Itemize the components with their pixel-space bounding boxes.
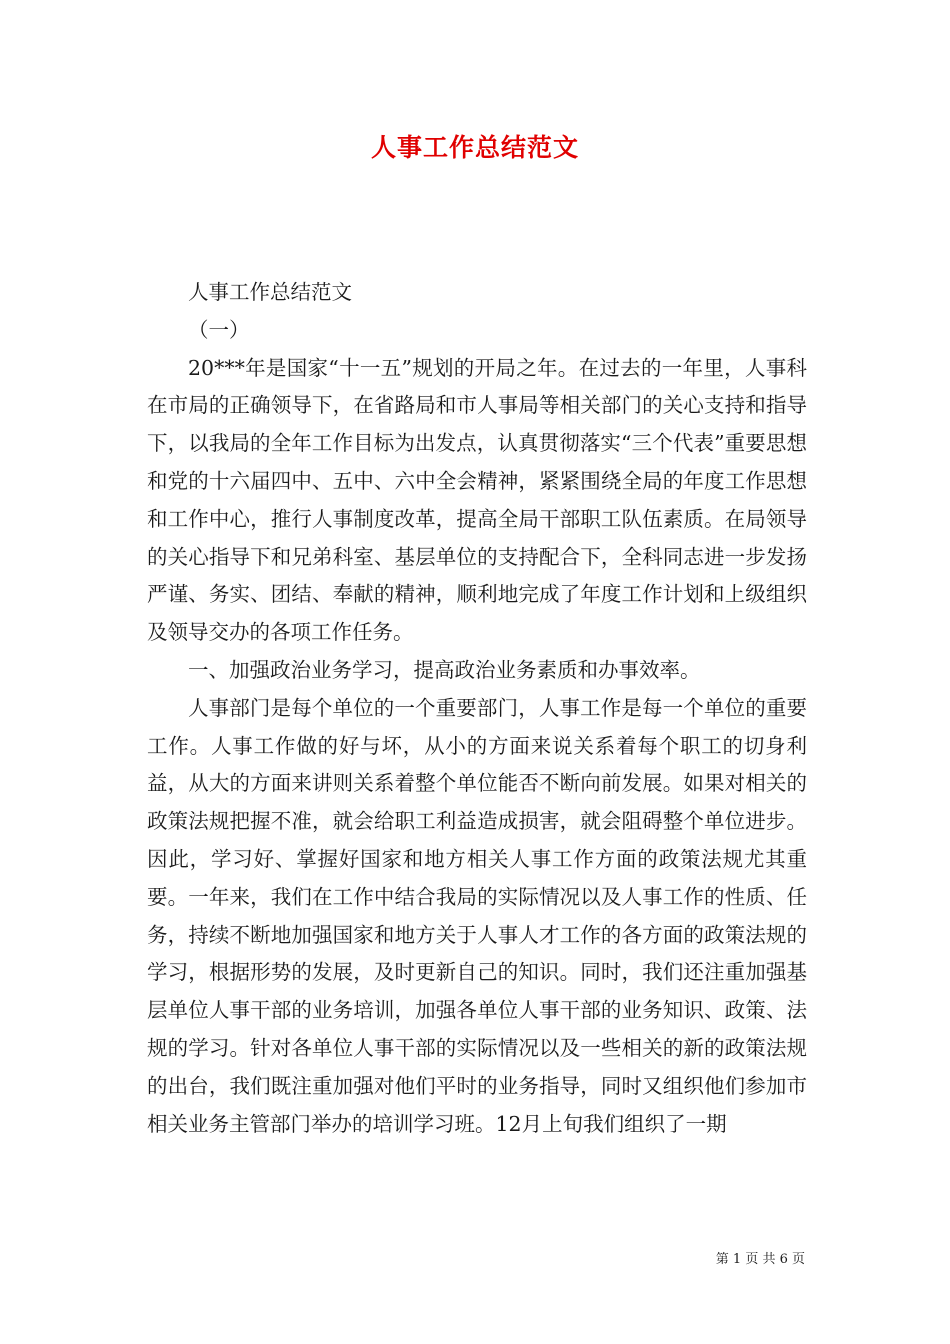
body-heading: 人事工作总结范文	[188, 280, 352, 304]
paragraph-section-1: 人事部门是每个单位的一个重要部门，人事工作是每一个单位的重要工作。人事工作做的好与坏，从小的方面来说关系着每个职工的切身利益，从大的方面来讲则关系着整个单位能否不断向前发展。如果对相关的政策法规把握不准，就会给职工利益造成损害，就会阻碍整个单位进步。因此，学习好、掌握好国家和地方相关人事工作方面的政策法规尤其重要。一年来，我们在工作中结合我局的实际情况以及人事工作的性质、任务，持续不断地加强国家和地方关于人事人才工作的各方面的政策法规的学习，根据形势的发展，及时更新自己的知识。同时，我们还注重加强基层单位人事干部的业务培训，加强各单位人事干部的业务知识、政策、法规的学习。针对各单位人事干部的实际情况以及一些相关的新的政策法规的出台，我们既注重加强对他们平时的业务指导，同时又组织他们参加市相关业务主管部门举办的培训学习班。12月上旬我们组织了一期	[147, 695, 807, 1136]
paragraph-intro: 20***年是国家“十一五”规划的开局之年。在过去的一年里，人事科在市局的正确领导下，在省路局和市人事局等相关部门的关心支持和指导下，以我局的全年工作目标为出发点，认真贯彻落实“三个代表”重要思想和党的十六届四中、五中、六中全会精神，紧紧围绕全局的年度工作思想和工作中心，推行人事制度改革，提高全局干部职工队伍素质。在局领导的关心指导下和兄弟科室、基层单位的支持配合下，全科同志进一步发扬严谨、务实、团结、奉献的精神，顺利地完成了年度工作计划和上级组织及领导交办的各项工作任务。	[147, 355, 807, 645]
section-heading-1: 一、加强政治业务学习，提高政治业务素质和办事效率。	[188, 657, 701, 682]
page-title: 人事工作总结范文	[370, 133, 579, 162]
document-body	[147, 274, 807, 1143]
section-number: （一）	[188, 317, 250, 342]
page-footer: 第 1 页 共 6 页	[715, 1252, 805, 1267]
